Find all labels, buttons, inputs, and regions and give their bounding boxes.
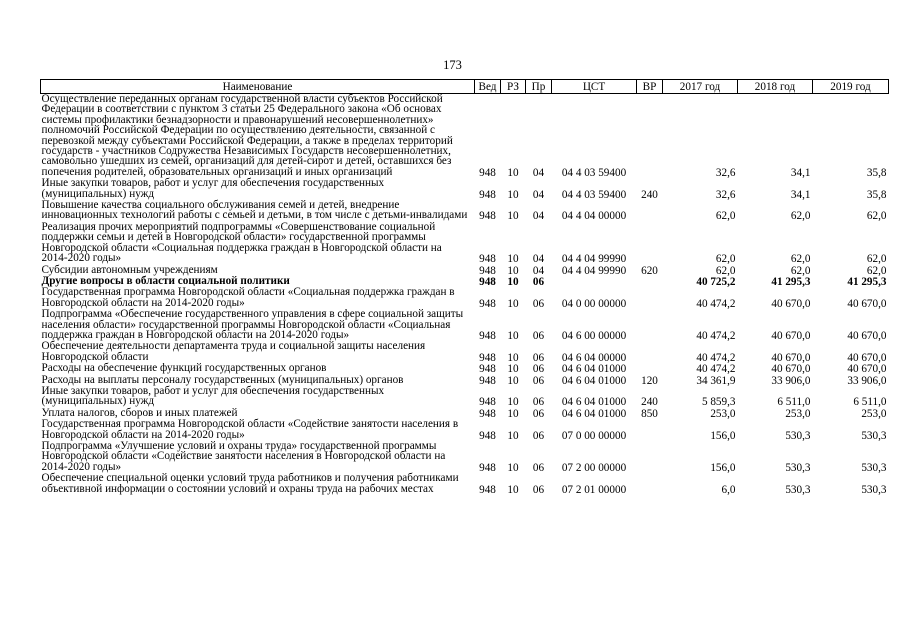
cell-cst: 04 4 04 99990	[561, 253, 627, 266]
cell-2018: 40 670,0	[771, 297, 811, 310]
cell-2019: 530,3	[861, 483, 887, 496]
cell-vr	[637, 441, 663, 473]
cell-rz: 10	[507, 407, 519, 420]
cell-name: Обеспечение деятельности департамента труда и социальной защиты населения Новгородской области	[41, 340, 426, 363]
cell-2018: 530,3	[785, 483, 811, 496]
cell-2019: 530,3	[861, 429, 887, 442]
cell-2017: 62,0	[715, 264, 736, 277]
col-header-rz: РЗ	[501, 80, 526, 94]
cell-ved: 948	[479, 253, 496, 266]
cell-pr: 04	[532, 264, 545, 277]
cell-2017: 62,0	[715, 210, 736, 223]
cell-2017: 40 474,2	[696, 297, 736, 310]
cell-pr: 06	[532, 275, 545, 288]
table-body	[41, 94, 889, 496]
cell-cst: 04 6 04 01000	[561, 363, 627, 376]
cell-vr	[637, 276, 663, 287]
cell-ved: 948	[479, 483, 496, 496]
cell-cst: 04 6 04 01000	[561, 407, 627, 420]
cell-vr	[637, 363, 663, 374]
table-row	[41, 341, 889, 363]
cell-name: Расходы на выплаты персоналу государственных (муниципальных) органов	[41, 373, 404, 386]
cell-2017: 253,0	[710, 407, 736, 420]
cell-pr: 06	[532, 407, 545, 420]
cell-pr: 06	[532, 363, 545, 376]
cell-cst: 04 4 04 99990	[561, 264, 627, 277]
cell-rz: 10	[507, 329, 519, 342]
cell-name: Уплата налогов, сборов и иных платежей	[41, 406, 238, 419]
table-row	[41, 419, 889, 441]
cell-vr: 240	[641, 188, 658, 201]
cell-ved: 948	[479, 461, 496, 474]
table-row	[41, 441, 889, 473]
cell-2019: 530,3	[861, 461, 887, 474]
cell-rz: 10	[507, 351, 519, 364]
cell-ved: 948	[479, 374, 496, 387]
table-row	[41, 287, 889, 309]
cell-name: Государственная программа Новгородской области «Содействие занятости населения в Новгородской области на 2014-2020 годы»	[41, 418, 459, 441]
table-row	[41, 309, 889, 341]
cell-rz: 10	[507, 461, 519, 474]
cell-name: Государственная программа Новгородской области «Социальная поддержка граждан в Новгородской области на 2014-2020 годы»	[41, 286, 455, 309]
cell-cst: 04 6 00 00000	[561, 329, 627, 342]
cell-2017: 40 474,2	[696, 351, 736, 364]
col-header-cst: ЦСТ	[552, 80, 637, 94]
cell-vr: 120	[641, 374, 658, 387]
cell-vr: 620	[641, 264, 658, 277]
cell-cst: 04 6 04 01000	[561, 374, 627, 387]
cell-ved: 948	[479, 407, 496, 420]
cell-cst: 07 0 00 00000	[561, 429, 627, 442]
cell-2018: 62,0	[790, 253, 811, 266]
table-row	[41, 386, 889, 408]
cell-2018: 253,0	[785, 407, 811, 420]
cell-2017: 62,0	[715, 253, 736, 266]
cell-ved: 948	[479, 429, 496, 442]
cell-rz: 10	[507, 253, 519, 266]
table-header-row	[41, 80, 889, 94]
cell-pr: 06	[532, 483, 545, 496]
cell-vr	[637, 419, 663, 441]
cell-2017: 40 474,2	[696, 363, 736, 376]
cell-ved: 948	[479, 188, 496, 201]
col-header-vr: ВР	[637, 80, 663, 94]
table-row	[41, 222, 889, 265]
cell-ved: 948	[479, 166, 496, 179]
col-header-name: Наименование	[41, 80, 475, 94]
cell-vr	[637, 200, 663, 222]
cell-ved: 948	[479, 396, 496, 409]
cell-2018: 62,0	[790, 264, 811, 277]
cell-rz: 10	[507, 275, 519, 288]
cell-vr	[637, 341, 663, 363]
cell-2018: 33 906,0	[771, 374, 811, 387]
cell-cst: 04 4 04 00000	[561, 210, 627, 223]
cell-ved: 948	[479, 210, 496, 223]
cell-pr: 06	[532, 429, 545, 442]
cell-vr: 850	[641, 407, 658, 420]
cell-ved: 948	[479, 363, 496, 376]
cell-cst: 04 4 03 59400	[561, 188, 627, 201]
cell-2019: 41 295,3	[847, 275, 887, 288]
cell-cst: 04 6 04 01000	[561, 396, 627, 409]
cell-2018: 40 670,0	[771, 329, 811, 342]
cell-ved: 948	[479, 329, 496, 342]
cell-pr: 04	[532, 210, 545, 223]
cell-2018: 530,3	[785, 461, 811, 474]
cell-rz: 10	[507, 396, 519, 409]
cell-2019: 6 511,0	[853, 396, 887, 409]
cell-2019: 35,8	[866, 166, 887, 179]
cell-2017: 5 859,3	[701, 396, 736, 409]
cell-pr: 06	[532, 329, 545, 342]
cell-name: Реализация прочих мероприятий подпрограммы «Совершенствование социальной поддержки семьи и детей в Новгородской области» государственной программы Новгородской области «Социальная поддержка граждан в Новгородской области на 2014-2020 годы»	[41, 220, 442, 265]
cell-pr: 04	[532, 166, 545, 179]
cell-name: Расходы на обеспечение функций государственных органов	[41, 362, 327, 375]
cell-vr	[637, 222, 663, 265]
cell-2018: 40 670,0	[771, 363, 811, 376]
cell-rz: 10	[507, 166, 519, 179]
cell-2019: 40 670,0	[847, 297, 887, 310]
cell-name: Осуществление переданных органам государственной власти субъектов Российской Федерации в соответствии с пунктом 3 статьи 25 Федерального закона «Об основах системы профилактики безнадзорности и правонарушений несовершеннолетних» полномочий Российской Федерации по осуществлению деятельности, связанной с перевозкой между субъектами Российской Федерации, а также в пределах территорий государств - участников Содружества Независимых Государств несовершеннолетних, самовольно ушедших из семей, организаций для детей-сирот и детей, оставшихся без попечения родителей, образовательных организаций и иных организаций	[41, 93, 453, 178]
cell-pr: 06	[532, 351, 545, 364]
cell-2019: 62,0	[866, 253, 887, 266]
cell-2019: 253,0	[861, 407, 887, 420]
cell-ved: 948	[479, 264, 496, 277]
cell-vr	[637, 94, 663, 179]
cell-rz: 10	[507, 374, 519, 387]
cell-name: Обеспечение специальной оценки условий труда работников и получения работниками объективной информации о состоянии условий и охраны труда на рабочих местах	[41, 472, 459, 495]
cell-pr: 04	[532, 188, 545, 201]
cell-2017: 32,6	[715, 188, 736, 201]
cell-cst	[552, 276, 637, 287]
cell-2018: 530,3	[785, 429, 811, 442]
cell-name: Повышение качества социального обслуживания семей и детей, внедрение инновационных технологий работы с семьей и детьми, в том числе с детьми-инвалидами	[41, 199, 468, 222]
cell-ved: 948	[479, 275, 496, 288]
cell-cst: 04 0 00 00000	[561, 297, 627, 310]
cell-vr	[637, 287, 663, 309]
cell-2019: 40 670,0	[847, 351, 887, 364]
cell-rz: 10	[507, 188, 519, 201]
cell-name: Подпрограмма «Улучшение условий и охраны труда» государственной программы Новгородской области «Содействие занятости населения в Новгородской области на 2014-2020 годы»	[41, 440, 446, 473]
cell-2019: 40 670,0	[847, 329, 887, 342]
cell-2017: 40 474,2	[696, 329, 736, 342]
cell-2018: 34,1	[790, 166, 811, 179]
cell-rz: 10	[507, 297, 519, 310]
cell-2017: 6,0	[721, 483, 736, 496]
table-row	[41, 178, 889, 200]
cell-rz: 10	[507, 483, 519, 496]
col-header-2017: 2017 год	[663, 80, 738, 94]
cell-2018: 62,0	[790, 210, 811, 223]
cell-pr: 04	[532, 253, 545, 266]
cell-2017: 156,0	[710, 461, 736, 474]
cell-2018: 6 511,0	[777, 396, 811, 409]
cell-2017: 40 725,2	[696, 275, 736, 288]
cell-name: Иные закупки товаров, работ и услуг для обеспечения государственных (муниципальных) нужд	[41, 384, 385, 408]
cell-vr: 240	[641, 396, 658, 409]
cell-name: Подпрограмма «Обеспечение государственного управления в сфере социальной защиты населения области» государственной программы Новгородской области «Социальная поддержка граждан в Новгородской области на 2014-2020 годы»	[41, 308, 464, 341]
cell-2017: 156,0	[710, 429, 736, 442]
cell-name: Субсидии автономным учреждениям	[41, 263, 218, 276]
cell-2017: 32,6	[715, 166, 736, 179]
cell-2018: 41 295,3	[771, 275, 811, 288]
col-header-ved: Вед	[475, 80, 501, 94]
cell-cst: 07 2 01 00000	[561, 483, 627, 496]
cell-rz: 10	[507, 363, 519, 376]
cell-ved: 948	[479, 297, 496, 310]
col-header-2019: 2019 год	[813, 80, 889, 94]
table-row	[41, 94, 889, 179]
cell-2019: 33 906,0	[847, 374, 887, 387]
cell-2018: 40 670,0	[771, 351, 811, 364]
cell-vr	[637, 473, 663, 495]
cell-rz: 10	[507, 429, 519, 442]
cell-cst: 07 2 00 00000	[561, 461, 627, 474]
cell-rz: 10	[507, 264, 519, 277]
cell-pr: 06	[532, 461, 545, 474]
page-number: 173	[443, 58, 462, 72]
cell-rz: 10	[507, 210, 519, 223]
cell-name: Другие вопросы в области социальной политики	[41, 274, 290, 287]
col-header-2018: 2018 год	[738, 80, 813, 94]
cell-ved: 948	[479, 351, 496, 364]
cell-cst: 04 4 03 59400	[561, 166, 627, 179]
cell-2019: 35,8	[866, 188, 887, 201]
cell-pr: 06	[532, 396, 545, 409]
table-row	[41, 363, 889, 374]
cell-cst: 04 6 04 00000	[561, 351, 627, 364]
table-row	[41, 200, 889, 222]
cell-name: Иные закупки товаров, работ и услуг для обеспечения государственных (муниципальных) нужд	[41, 177, 385, 200]
budget-table	[40, 79, 889, 495]
cell-2017: 34 361,9	[696, 374, 736, 387]
cell-pr: 06	[532, 297, 545, 310]
cell-vr	[637, 309, 663, 341]
cell-2019: 40 670,0	[847, 363, 887, 376]
col-header-pr: Пр	[526, 80, 552, 94]
table-row	[41, 473, 889, 495]
cell-pr: 06	[532, 374, 545, 387]
cell-2019: 62,0	[866, 210, 887, 223]
cell-2019: 62,0	[866, 264, 887, 277]
cell-2018: 34,1	[790, 188, 811, 201]
